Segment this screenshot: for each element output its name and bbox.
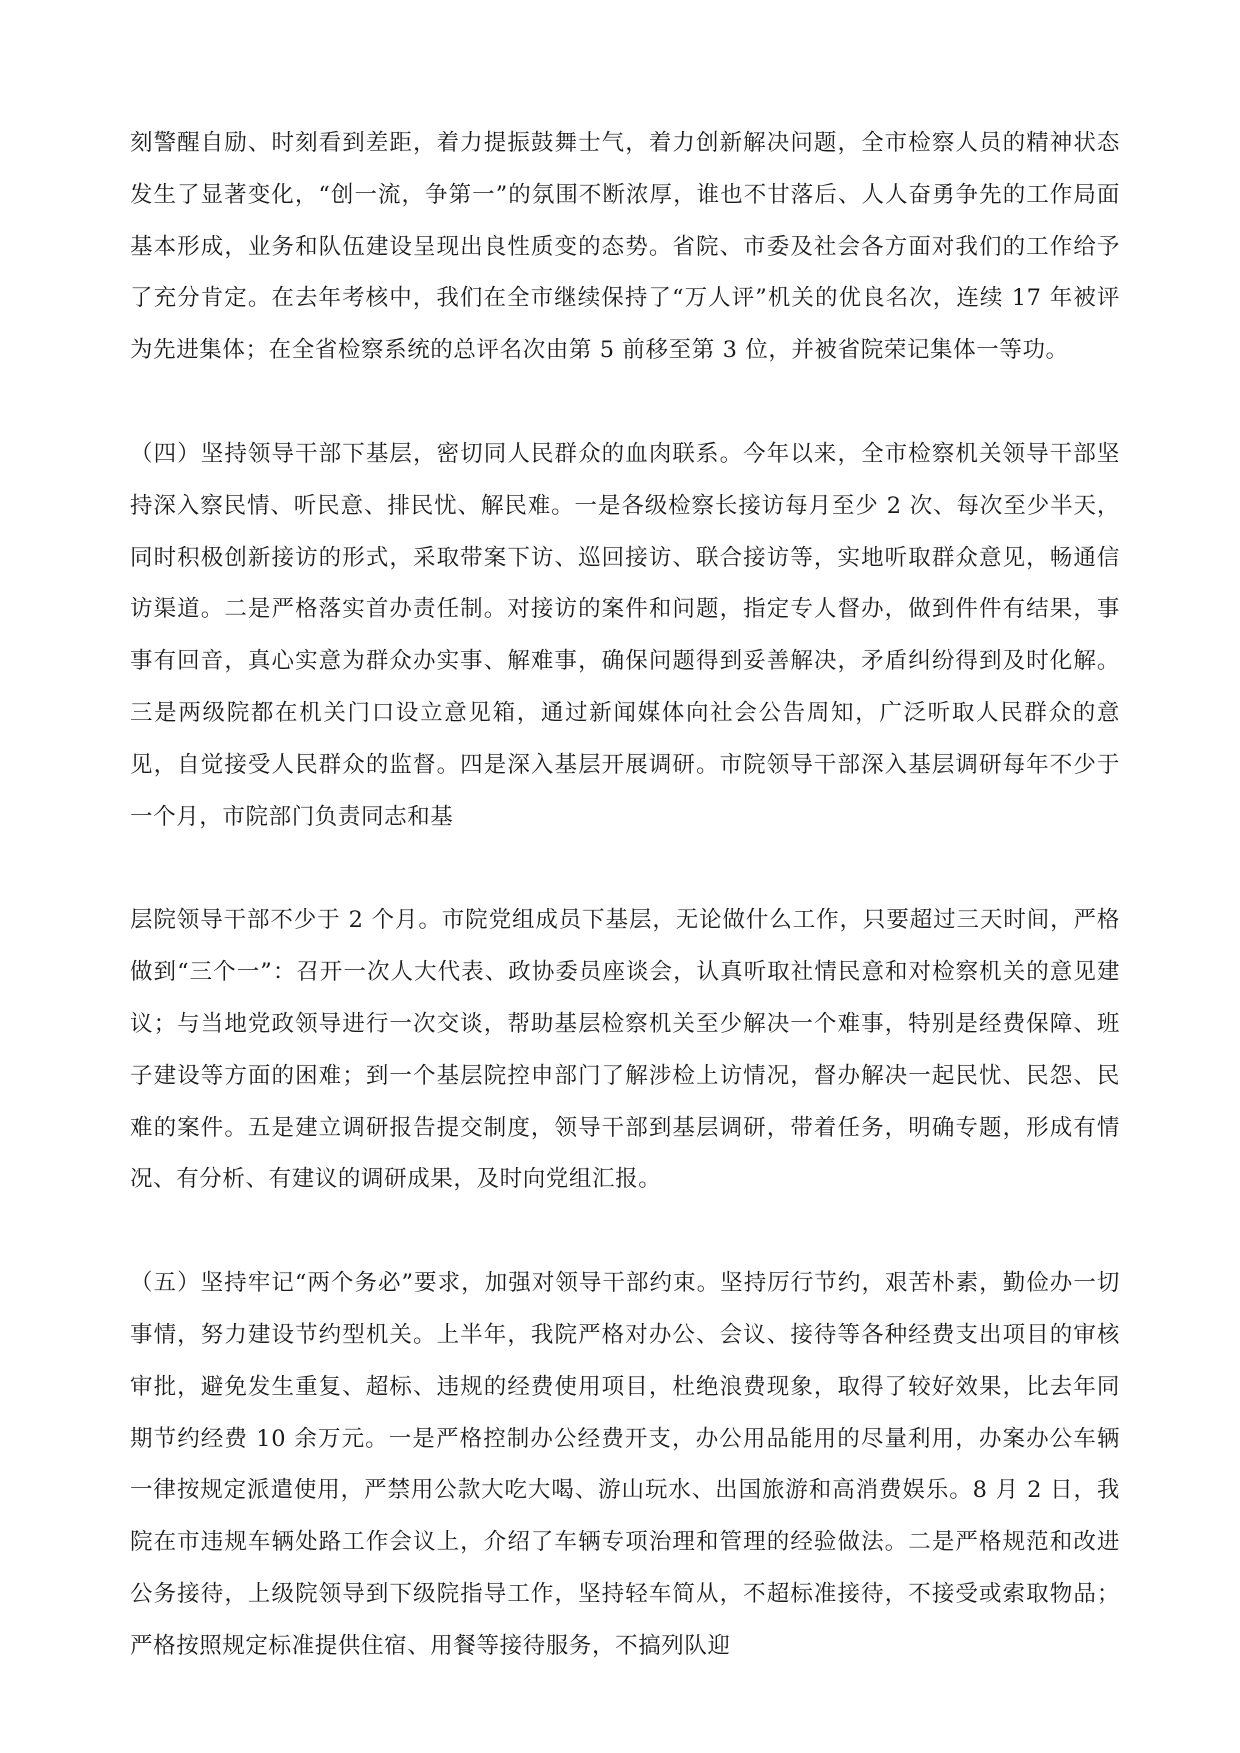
paragraph-spacer: [130, 1206, 1120, 1258]
paragraph-continuation: 刻警醒自励、时刻看到差距，着力提振鼓舞士气，着力创新解决问题，全市检察人员的精神状态发生了显著变化，“创一流，争第一”的氛围不断浓厚，谁也不甘落后、人人奋勇争先的工作局面基本形成，业务和队伍建设呈现出良性质变的态势。省院、市委及社会各方面对我们的工作给予了充分肯定。在去年考核中，我们在全市继续保持了“万人评”机关的优良名次，连续 17 年被评为先进集体；在全省检察系统的总评名次由第 5 前移至第 3 位，并被省院荣记集体一等功。: [130, 130, 1120, 364]
paragraph-section-five: （五）坚持牢记“两个务必”要求，加强对领导干部约束。坚持厉行节约，艰苦朴素，勤俭办一切事情，努力建设节约型机关。上半年，我院严格对办公、会议、接待等各种经费支出项目的审核审批，避免发生重复、超标、违规的经费使用项目，杜绝浪费现象，取得了较好效果，比去年同期节约经费 10 余万元。一是严格控制办公经费开支，办公用品能用的尽量利用，办案办公车辆一律按规定派遣使用，严禁用公款大吃大喝、游山玩水、出国旅游和高消费娱乐。8 月 2 日，我院在市违规车辆处路工作会议上，介绍了车辆专项治理和管理的经验做法。二是严格规范和改进公务接待，上级院领导到下级院指导工作，坚持轻车简从，不超标准接待，不接受或索取物品；严格按照规定标准提供住宿、用餐等接待服务，不搞列队迎: [130, 1270, 1120, 1659]
paragraph-spacer: [130, 843, 1120, 895]
paragraph-section-four-continued: 层院领导干部不少于 2 个月。市院党组成员下基层，无论做什么工作，只要超过三天时间，严格做到“三个一”：召开一次人大代表、政协委员座谈会，认真听取社情民意和对检察机关的意见建议；与当地党政领导进行一次交谈，帮助基层检察机关至少解决一个难事，特别是经费保障、班子建设等方面的困难；到一个基层院控申部门了解涉检上访情况，督办解决一起民忧、民怨、民难的案件。五是建立调研报告提交制度，领导干部到基层调研，带着任务，明确专题，形成有情况、有分析、有建议的调研成果，及时向党组汇报。: [130, 907, 1120, 1193]
document-page: [130, 118, 1120, 1673]
paragraph-spacer: [130, 377, 1120, 429]
paragraph-section-four: （四）坚持领导干部下基层，密切同人民群众的血肉联系。今年以来，全市检察机关领导干部坚持深入察民情、听民意、排民忧、解民难。一是各级检察长接访每月至少 2 次、每次至少半天，同时积极创新接访的形式，采取带案下访、巡回接访、联合接访等，实地听取群众意见，畅通信访渠道。二是严格落实首办责任制。对接访的案件和问题，指定专人督办，做到件件有结果，事事有回音，真心实意为群众办实事、解难事，确保问题得到妥善解决，矛盾纠纷得到及时化解。三是两级院都在机关门口设立意见箱，通过新闻媒体向社会公告周知，广泛听取人民群众的意见，自觉接受人民群众的监督。四是深入基层开展调研。市院领导干部深入基层调研每年不少于一个月，市院部门负责同志和基: [130, 440, 1120, 830]
